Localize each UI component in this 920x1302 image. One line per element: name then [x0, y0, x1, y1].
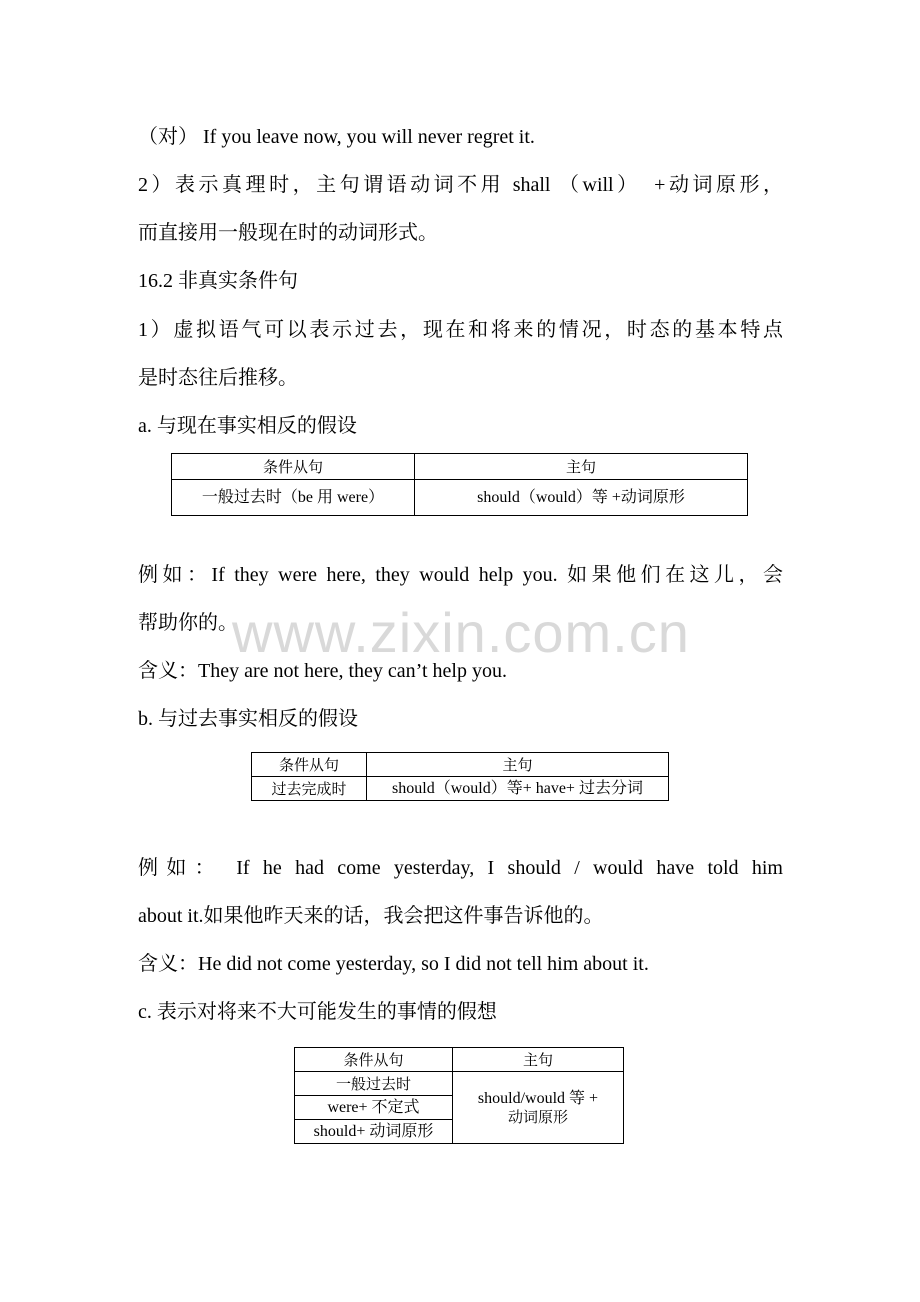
paragraph-example-b-cont: about it.如果他昨天来的话，我会把这件事告诉他的。 [138, 905, 604, 927]
table-c-condition-2: were+ 不定式 [295, 1096, 453, 1120]
table-a-condition: 一般过去时（be 用 were） [172, 480, 415, 516]
table-b-header-main: 主句 [367, 753, 669, 777]
table-a [171, 453, 748, 516]
paragraph-example-correct: （对） If you leave now, you will never regret it. [138, 126, 535, 148]
table-c-main-line1: should/would 等 + [477, 1089, 599, 1107]
paragraph-rule-1: 1）虚拟语气可以表示过去，现在和将来的情况，时态的基本特点 [138, 319, 783, 341]
paragraph-example-b: 例如： If he had come yesterday, I should / would have told him [138, 857, 783, 879]
paragraph-meaning-b: 含义：He did not come yesterday, so I did not tell him about it. [138, 953, 649, 975]
table-c-header-main: 主句 [453, 1048, 624, 1072]
subheading-b: b. 与过去事实相反的假设 [138, 708, 358, 730]
watermark: www.zixin.com.cn [232, 601, 690, 664]
paragraph-meaning-a: 含义：They are not here, they can’t help you. [138, 660, 507, 682]
table-a-header-condition: 条件从句 [172, 454, 415, 480]
table-b [251, 752, 669, 801]
table-b-main: should（would）等+ have+ 过去分词 [367, 777, 669, 801]
table-c-condition-3: should+ 动词原形 [295, 1120, 453, 1144]
paragraph-rule-1-cont: 是时态往后推移。 [138, 367, 298, 389]
paragraph-example-a-cont: 帮助你的。 [138, 612, 238, 634]
paragraph-rule-2: 2）表示真理时，主句谓语动词不用 shall （will） +动词原形， [138, 174, 783, 196]
table-a-main: should（would）等 +动词原形 [415, 480, 748, 516]
subheading-a: a. 与现在事实相反的假设 [138, 415, 357, 437]
section-heading-16-2: 16.2 非真实条件句 [138, 270, 298, 292]
table-b-condition: 过去完成时 [252, 777, 367, 801]
table-c-header-condition: 条件从句 [295, 1048, 453, 1072]
table-c-condition-1: 一般过去时 [295, 1072, 453, 1096]
paragraph-example-a: 例如：If they were here, they would help you. 如果他们在这儿，会 [138, 564, 783, 586]
table-b-header-condition: 条件从句 [252, 753, 367, 777]
table-a-header-main: 主句 [415, 454, 748, 480]
subheading-c: c. 表示对将来不大可能发生的事情的假想 [138, 1001, 497, 1023]
paragraph-rule-2-cont: 而直接用一般现在时的动词形式。 [138, 222, 438, 244]
table-c [294, 1047, 624, 1144]
table-c-main-line2: 动词原形 [507, 1107, 568, 1126]
table-c-main [453, 1072, 624, 1144]
